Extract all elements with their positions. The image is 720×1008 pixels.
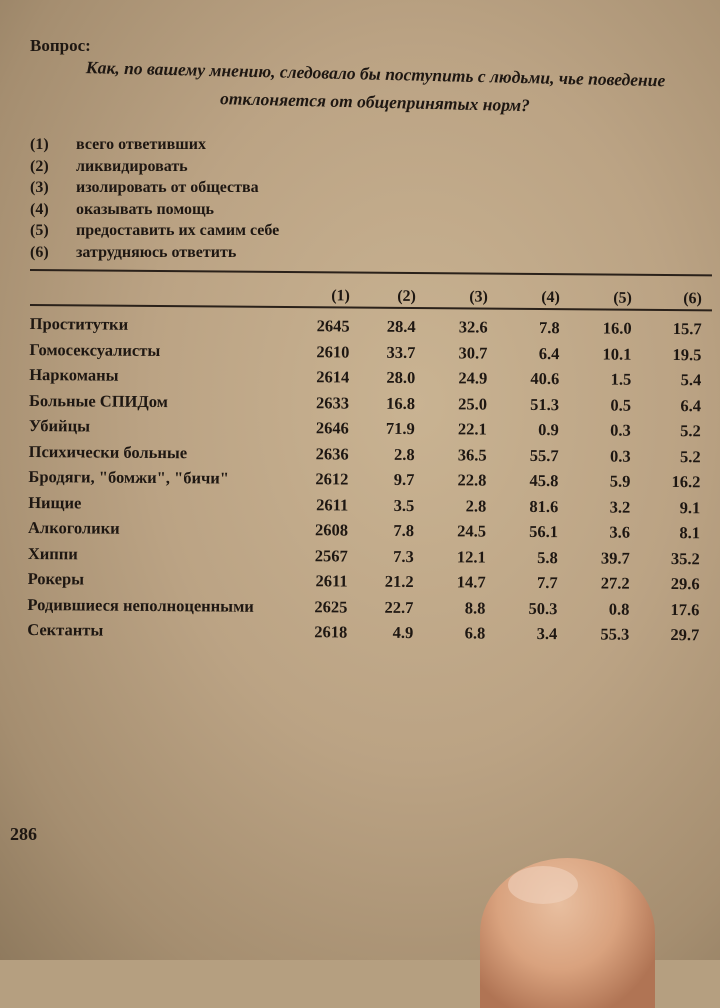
legend-text: оказывать помощь [76,200,215,218]
table-cell: 17.6 [670,599,700,619]
legend-item [30,177,279,199]
table-cell: 55.7 [529,445,559,465]
legend-text: всего ответивших [76,136,206,153]
table-header-cell: (3) [469,288,488,306]
question-text [35,52,716,123]
table-header-row [30,281,716,312]
table-cell: 30.7 [458,342,488,363]
legend-text: ликвидировать [76,157,188,175]
table-cell: 2610 [316,341,350,362]
table-header-cell: (5) [613,289,632,307]
table-cell: 2636 [315,443,349,464]
legend-text: предоставить их самим себе [76,222,280,239]
table-cell: 4.9 [392,622,414,643]
table-cell: 8.1 [679,523,701,543]
fingernail-photo-element [508,866,578,904]
table-cell: 3.6 [609,522,631,542]
table-cell: 2608 [314,520,349,540]
table-cell: 50.3 [528,598,558,618]
table-header-cell: (1) [331,287,350,305]
table-cell: 5.2 [680,421,701,441]
row-label: Сектанты [27,619,104,640]
table-cell: 22.7 [384,597,414,617]
table-cell: 81.6 [529,496,559,516]
table-cell: 6.4 [538,343,560,363]
row-label: Убийцы [28,415,91,436]
table-cell: 3.2 [609,497,631,517]
legend-number: (1) [30,136,49,153]
table-cell: 39.7 [600,547,630,568]
table-cell: 2567 [314,545,348,566]
page-number: 286 [10,824,37,844]
legend-text: затрудняюсь ответить [76,243,237,261]
table-cell: 35.2 [670,548,700,568]
row-label: Нищие [28,492,82,512]
table-cell: 5.4 [680,370,702,390]
table-header-cell: (6) [683,290,702,308]
table-cell: 29.7 [670,625,700,645]
table-cell: 24.9 [458,368,488,388]
row-label: Алкоголики [27,517,120,538]
table-cell: 2633 [315,392,350,413]
question-line-2: отклоняется от общепринятых норм? [219,88,531,116]
question-line-1: Как, по вашему мнению, следовало бы поступить с людьми, чье поведение [85,57,666,91]
table-cell: 16.0 [602,318,632,338]
table-cell: 2625 [314,596,348,617]
table-cell: 7.8 [393,520,415,541]
table-cell: 71.9 [385,418,415,439]
legend-item [30,220,279,242]
table-cell: 0.5 [610,395,632,415]
table-cell: 3.4 [536,623,558,644]
legend-number: (6) [30,243,49,261]
table-cell: 15.7 [672,319,702,339]
table-cell: 5.8 [537,547,558,567]
table-cell: 5.2 [679,446,701,466]
table-cell: 29.6 [670,574,700,594]
question-label: Вопрос: [30,36,91,55]
table-cell: 1.5 [610,369,632,389]
table-cell: 27.2 [600,573,630,593]
table-cell: 6.4 [680,395,702,415]
table-cell: 0.9 [538,419,559,440]
table-cell: 5.9 [609,471,631,491]
table-cell: 2.8 [393,444,415,464]
row-label: Рокеры [27,568,85,589]
table-cell: 45.8 [529,470,559,491]
legend-text: изолировать от общества [76,179,259,196]
table-cell: 0.8 [608,599,630,619]
table-cell: 16.8 [386,393,416,413]
table-cell: 2611 [316,494,349,515]
row-label: Больные СПИДом [28,390,169,411]
table-cell: 40.6 [530,368,560,389]
table-cell: 2614 [316,367,350,387]
table-cell: 33.7 [386,342,416,362]
table-cell: 21.2 [384,571,414,592]
table-cell: 7.8 [538,317,560,338]
table-cell: 7.3 [393,546,414,566]
table-cell: 2.8 [465,495,487,516]
table-cell: 36.5 [457,444,487,465]
legend-item [30,242,279,264]
legend-item [30,199,279,221]
legend-number: (3) [30,179,49,196]
table-cell: 22.8 [457,470,487,490]
legend-number: (5) [30,222,49,239]
table-top-rule [30,269,712,276]
table-cell: 32.6 [458,317,488,337]
table-cell: 0.3 [610,420,631,440]
table-cell: 25.0 [458,393,488,414]
table-cell: 28.0 [386,367,416,388]
row-label: Хиппи [27,543,78,563]
table-cell: 22.1 [457,419,487,439]
legend-number: (4) [30,200,49,218]
table-cell: 56.1 [529,521,559,542]
table-row [27,617,713,648]
table-cell: 9.7 [393,469,415,490]
row-label: Наркоманы [29,364,119,385]
table-header-cell [30,281,300,309]
column-legend [30,134,279,263]
table-cell: 55.3 [600,624,630,644]
table-header-cell: (4) [541,289,560,307]
table-cell: 51.3 [530,394,560,414]
table-cell: 24.5 [457,521,487,541]
row-label: Бродяги, "бомжи", "бичи" [28,466,230,488]
legend-item [30,134,279,156]
table-header-cell: (2) [397,287,416,306]
row-label: Родившиеся неполноценными [27,594,254,616]
row-label: Гомосексуалисты [29,339,161,360]
table-cell: 7.7 [536,572,558,593]
table-cell: 2645 [316,316,350,336]
table-cell: 0.3 [609,446,631,466]
legend-number: (2) [30,157,49,175]
row-label: Психически больные [28,441,188,462]
table-cell: 2618 [314,622,348,642]
table-cell: 12.1 [456,546,486,567]
survey-table [27,281,716,648]
table-cell: 2646 [315,418,349,438]
table-cell: 3.5 [393,495,415,515]
table-cell: 8.8 [464,597,486,618]
table-cell: 14.7 [456,572,486,592]
row-label: Проститутки [29,313,129,334]
table-cell: 10.1 [602,343,632,364]
table-cell: 9.1 [679,497,701,517]
table-cell: 2612 [315,469,349,489]
table-cell: 2611 [315,571,348,591]
table-cell: 28.4 [386,316,416,337]
table-cell: 16.2 [671,472,701,492]
table-cell: 19.5 [672,344,702,364]
table-cell: 6.8 [464,623,486,643]
legend-item [30,156,279,178]
